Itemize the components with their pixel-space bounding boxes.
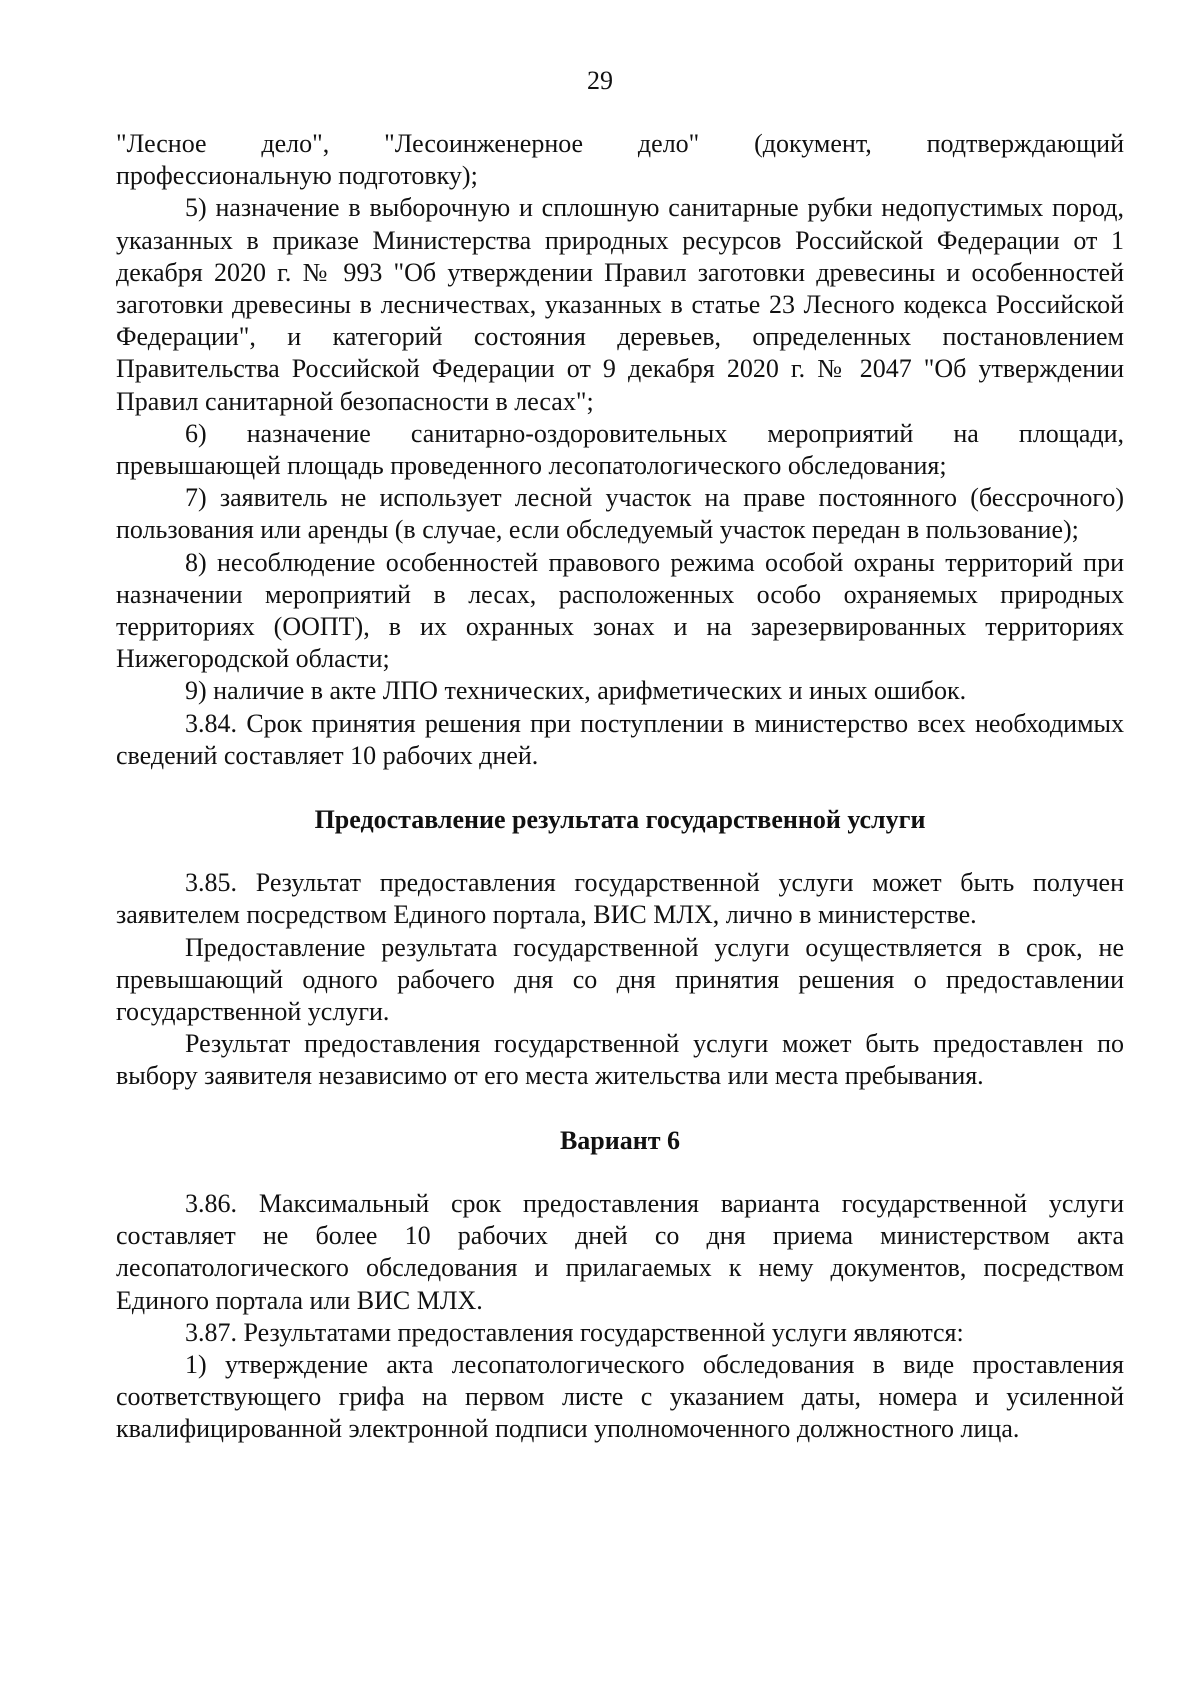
paragraph-item-8: 8) несоблюдение особенностей правового режима особой охраны территорий при назначении мероприятий в лесах, расположенных особо охраняемых природных территориях (ООПТ), в их охранных зонах и на зарезервированных территориях Нижегородской области; <box>116 547 1124 674</box>
paragraph-result-term: Предоставление результата государственной услуги осуществляется в срок, не превышающий одного рабочего дня со дня принятия решения о предоставлении государственной услуги. <box>116 932 1124 1027</box>
paragraph-3-87: 3.87. Результатами предоставления государственной услуги являются: <box>185 1317 964 1347</box>
paragraph-item-5: 5) назначение в выборочную и сплошную санитарные рубки недопустимых пород, указанных в приказе Министерства природных ресурсов Российской Федерации от 1 декабря 2020 г. № 993 "Об утверждении Правил заготовки древесины и особенностей заготовки древесины в лесничествах, указанных в статье 23 Лесного кодекса Российской Федерации", и категорий состояния деревьев, определенных постановлением Правительства Российской Федерации от 9 декабря 2020 г. № 2047 "Об утверждении Правил санитарной безопасности в лесах"; <box>116 193 1124 416</box>
paragraph-item-7: 7) заявитель не использует лесной участок на праве постоянного (бессрочного) пользования или аренды (в случае, если обследуемый участок передан в пользование); <box>116 483 1124 545</box>
paragraph-item-6: 6) назначение санитарно-оздоровительных мероприятий на площади, превышающей площадь проведенного лесопатологического обследования; <box>116 418 1124 481</box>
paragraph-continuation-line: "Лесное дело", "Лесоинженерное дело" (документ, подтверждающий <box>116 129 1124 158</box>
paragraph-3-85: 3.85. Результат предоставления государственной услуги может быть получен заявителем посредством Единого портала, ВИС МЛХ, лично в министерстве. <box>116 868 1124 930</box>
paragraph-result-choice: Результат предоставления государственной услуги может быть предоставлен по выбору заявителя независимо от его места жительства или места пребывания. <box>116 1029 1124 1091</box>
section-heading-result: Предоставление результата государственной услуги <box>314 805 926 835</box>
section-heading-variant-6: Вариант 6 <box>559 1125 681 1155</box>
paragraph-3-86: 3.86. Максимальный срок предоставления варианта государственной услуги составляет не более 10 рабочих дней со дня приема министерством акта лесопатологического обследования и прилагаемых к нему документов, посредством Единого портала или ВИС МЛХ. <box>116 1188 1124 1315</box>
paragraph-continuation-end: профессиональную подготовку); <box>116 161 478 191</box>
document-body <box>116 128 1124 1446</box>
paragraph-3-84: 3.84. Срок принятия решения при поступлении в министерство всех необходимых сведений составляет 10 рабочих дней. <box>116 708 1124 770</box>
page-number: 29 <box>587 66 613 95</box>
paragraph-result-item-1: 1) утверждение акта лесопатологического обследования в виде проставления соответствующего грифа на первом листе с указанием даты, номера и усиленной квалифицированной электронной подписи уполномоченного должностного лица. <box>116 1349 1124 1444</box>
paragraph-item-9: 9) наличие в акте ЛПО технических, арифметических и иных ошибок. <box>185 676 967 706</box>
